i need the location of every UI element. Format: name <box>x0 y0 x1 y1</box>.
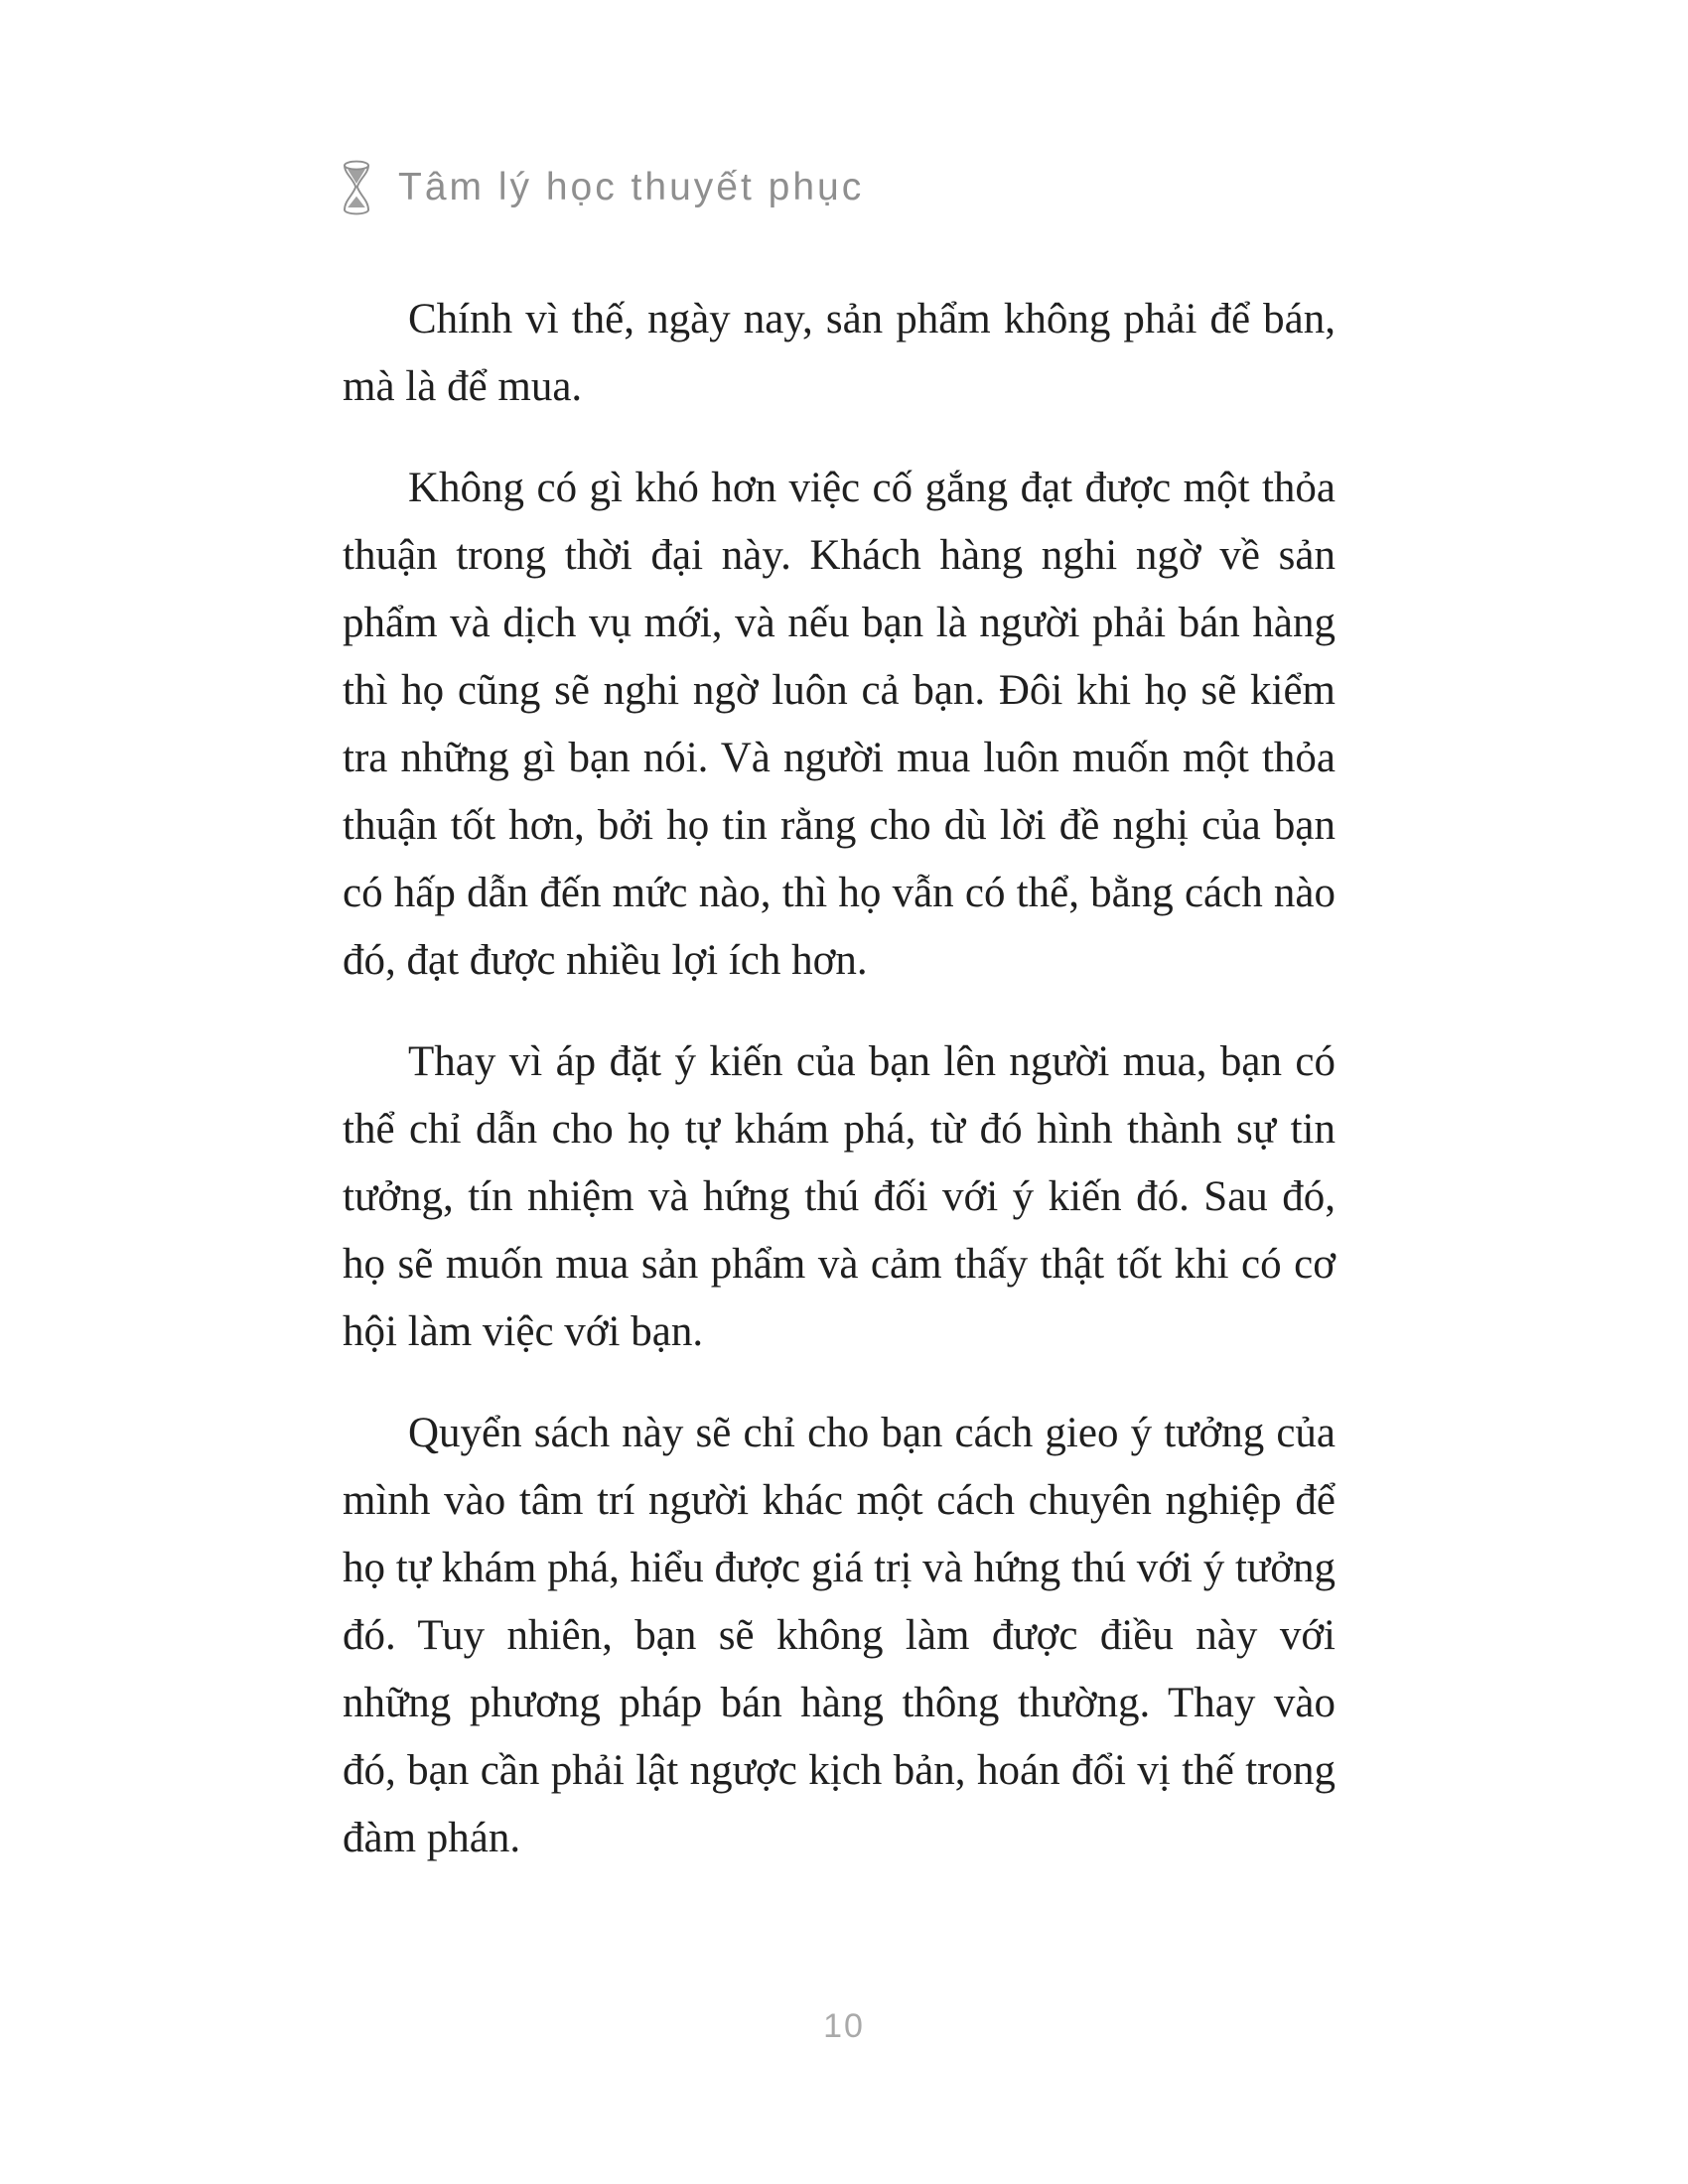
hourglass-icon <box>341 159 372 216</box>
body-paragraph: Quyển sách này sẽ chỉ cho bạn cách gieo ý tưởng của mình vào tâm trí người khác một cách chuyên nghiệp để họ tự khám phá, hiểu được giá trị và hứng thú với ý tưởng đó. Tuy nhiên, bạn sẽ không làm được điều này với những phương pháp bán hàng thông thường. Thay vào đó, bạn cần phải lật ngược kịch bản, hoán đổi vị thế trong đàm phán. <box>343 1410 1336 1861</box>
running-header-title: Tâm lý học thuyết phục <box>398 166 865 208</box>
running-header <box>341 159 864 216</box>
body-text <box>343 286 1336 1906</box>
body-paragraph: Chính vì thế, ngày nay, sản phẩm không phải để bán, mà là để mua. <box>343 296 1336 410</box>
page-number: 10 <box>823 2007 865 2045</box>
body-paragraph: Thay vì áp đặt ý kiến của bạn lên người mua, bạn có thể chỉ dẫn cho họ tự khám phá, từ đó hình thành sự tin tưởng, tín nhiệm và hứng thú đối với ý kiến đó. Sau đó, họ sẽ muốn mua sản phẩm và cảm thấy thật tốt khi có cơ hội làm việc với bạn. <box>343 1038 1336 1355</box>
body-paragraph: Không có gì khó hơn việc cố gắng đạt được một thỏa thuận trong thời đại này. Khách hàng nghi ngờ về sản phẩm và dịch vụ mới, và nếu bạn là người phải bán hàng thì họ cũng sẽ nghi ngờ luôn cả bạn. Đôi khi họ sẽ kiểm tra những gì bạn nói. Và người mua luôn muốn một thỏa thuận tốt hơn, bởi họ tin rằng cho dù lời đề nghị của bạn có hấp dẫn đến mức nào, thì họ vẫn có thể, bằng cách nào đó, đạt được nhiều lợi ích hơn. <box>343 465 1336 984</box>
